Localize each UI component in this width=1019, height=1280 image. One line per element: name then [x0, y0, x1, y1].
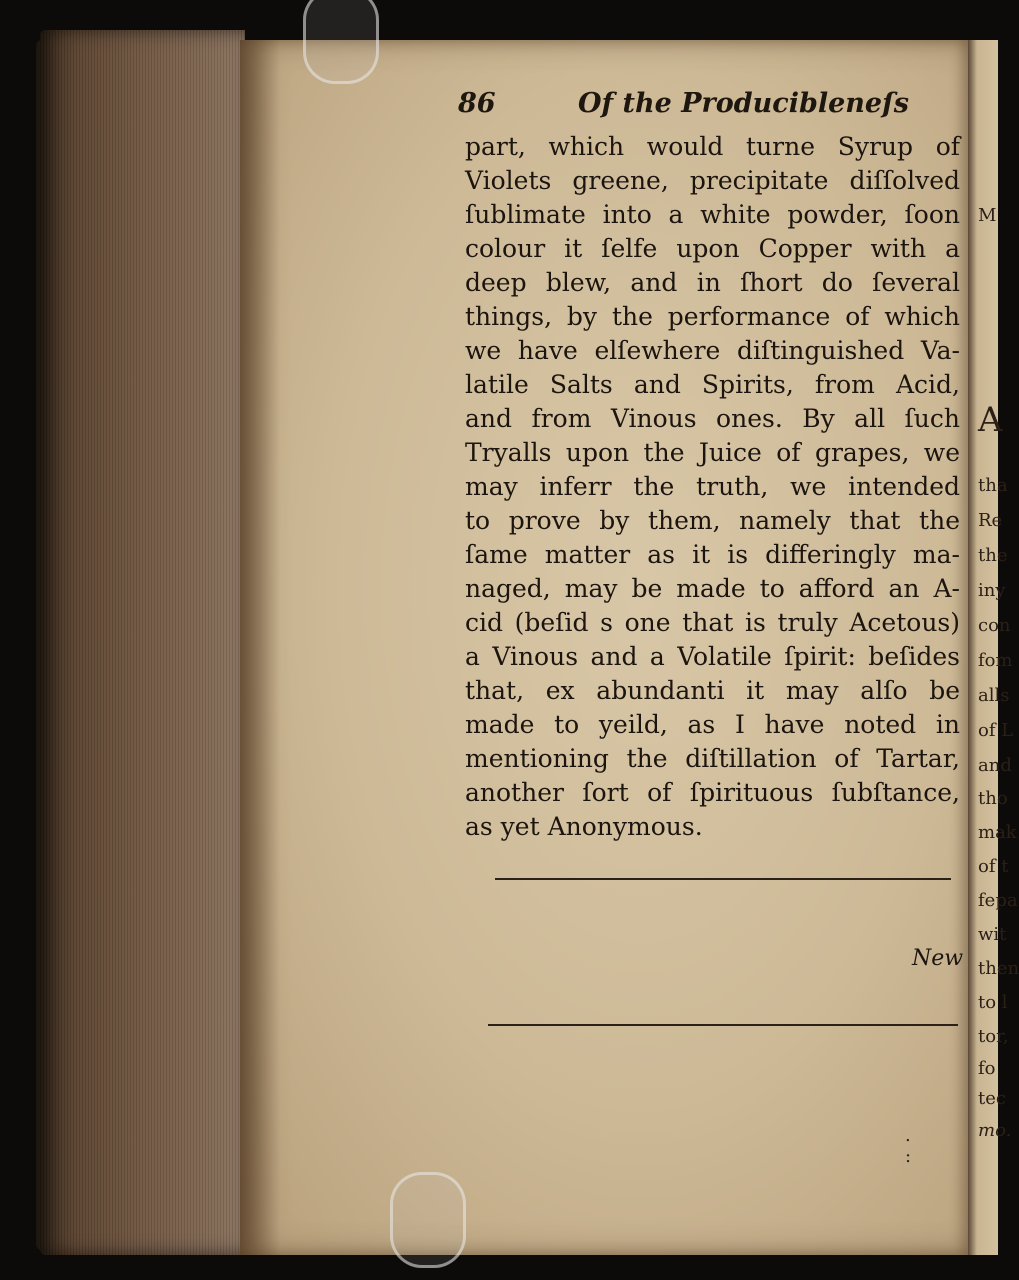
text-line: naged, may be made to afford an A-	[465, 574, 960, 603]
facing-fragment: the	[978, 545, 1008, 566]
horizontal-rule	[495, 878, 951, 880]
page-header	[458, 88, 958, 128]
text-line: ſublimate into a white powder, ſoon	[465, 200, 960, 229]
text-line: deep blew, and in ſhort do ſeveral	[465, 268, 960, 297]
page-clip-bottom	[390, 1172, 466, 1268]
horizontal-rule	[488, 1024, 958, 1026]
text-line: a Vinous and a Volatile ſpirit: beſides	[465, 642, 960, 671]
facing-fragment: then	[978, 958, 1019, 979]
page-number: 86	[458, 88, 496, 119]
facing-fragment: fo	[978, 1058, 996, 1079]
text-line: latile Salts and Spirits, from Acid,	[465, 370, 960, 399]
facing-fragment: of t	[978, 856, 1009, 877]
facing-fragment: mo.	[978, 1120, 1012, 1141]
facing-fragment: and	[978, 755, 1012, 776]
page-clip-top	[303, 0, 379, 84]
facing-fragment: fom	[978, 650, 1013, 671]
facing-page	[968, 40, 1019, 1255]
ink-specks: . :	[905, 1125, 912, 1167]
page-fore-edge	[40, 30, 245, 1255]
text-line: cid (beſid s one that is truly Acetous)	[465, 608, 960, 637]
text-line: may inferr the truth, we intended	[465, 472, 960, 501]
text-line: to prove by them, namely that the	[465, 506, 960, 535]
text-line: part, which would turne Syrup of	[465, 132, 960, 161]
catchword: New	[912, 946, 964, 971]
facing-fragment: tha	[978, 475, 1008, 496]
facing-fragment: Re	[978, 510, 1003, 531]
facing-fragment: of L	[978, 720, 1014, 741]
text-line: colour it ſelfe upon Copper with a	[465, 234, 960, 263]
facing-fragment: con	[978, 615, 1011, 636]
facing-fragment: tec	[978, 1088, 1006, 1109]
text-line-last: as yet Anonymous.	[465, 812, 703, 841]
text-line: Tryalls upon the Juice of grapes, we	[465, 438, 960, 467]
facing-fragment: tor,	[978, 1026, 1009, 1047]
text-line: and from Vinous ones. By all ſuch	[465, 404, 960, 433]
text-line: mentioning the diſtillation of Tartar,	[465, 744, 960, 773]
text-line: made to yeild, as I have noted in	[465, 710, 960, 739]
facing-fragment: wit	[978, 924, 1007, 945]
facing-fragment: M	[978, 205, 997, 226]
text-line: we have elſewhere diſtinguished Va-	[465, 336, 960, 365]
text-line: another ſort of ſpirituous ſubſtance,	[465, 778, 960, 807]
running-head: Of the Producibleneſs	[578, 88, 909, 119]
text-line: that, ex abundanti it may alſo be	[465, 676, 960, 705]
text-line: Violets greene, precipitate diſſolved	[465, 166, 960, 195]
facing-fragment: to l	[978, 992, 1008, 1013]
text-line: things, by the performance of which	[465, 302, 960, 331]
text-line: ſame matter as it is differingly ma-	[465, 540, 960, 569]
facing-fragment: fepa	[978, 890, 1018, 911]
gutter-shadow	[240, 40, 280, 1255]
facing-fragment: mak	[978, 822, 1017, 843]
body-text	[465, 130, 960, 844]
facing-fragment: iny	[978, 580, 1006, 601]
facing-fragment: alls	[978, 685, 1010, 706]
facing-fragment: A	[978, 400, 1003, 440]
facing-fragment: tho	[978, 788, 1008, 809]
